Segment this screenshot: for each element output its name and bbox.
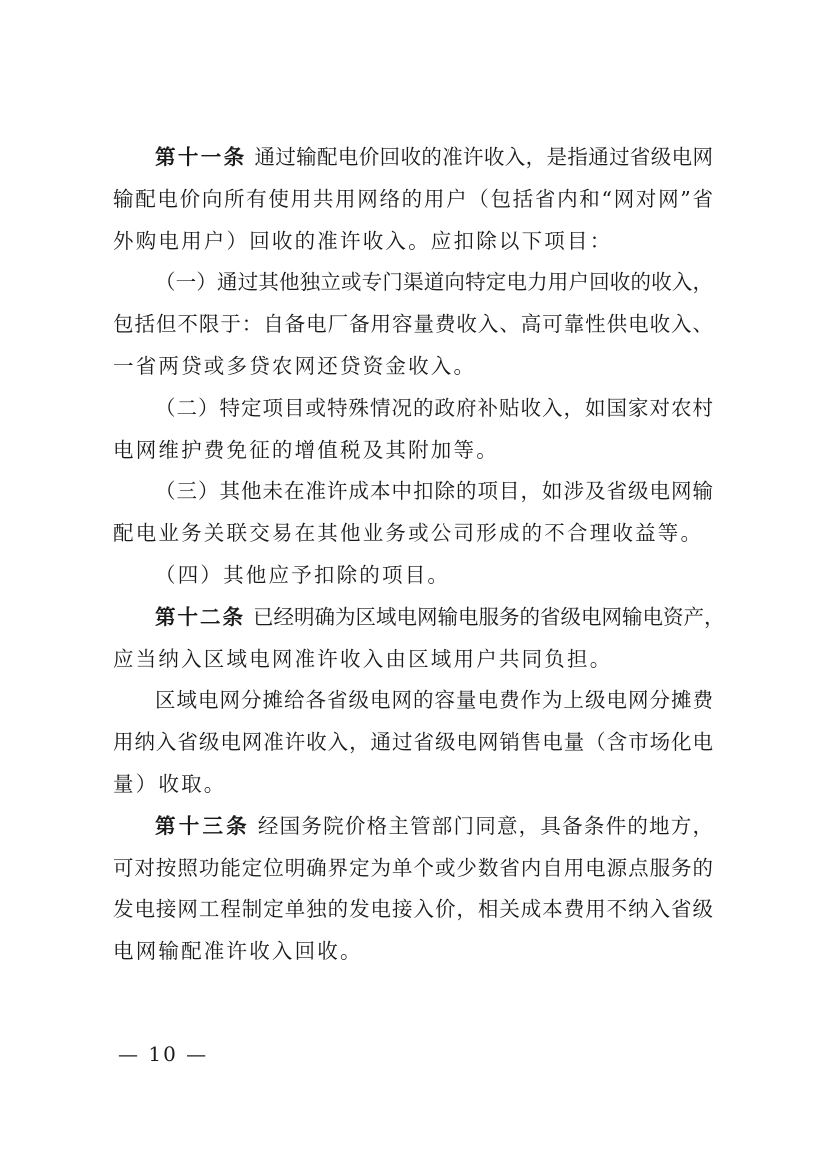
line-text: （二）特定项目或特殊情况的政府补贴收入，如国家对农村 — [155, 395, 713, 420]
line-text: 电网维护费免征的增值税及其附加等。 — [113, 437, 499, 462]
line-text: （四）其他应予扣除的项目。 — [155, 562, 451, 587]
line-text: 发电接网工程制定单独的发电接入价，相关成本费用不纳入省级 — [113, 897, 713, 922]
document-body — [113, 137, 725, 973]
page-number: — 10 — — [118, 1042, 209, 1066]
line-text: 通过输配电价回收的准许收入，是指通过省级电网 — [254, 145, 714, 169]
line-text: 已经明确为区域电网输电服务的省级电网输电资产， — [253, 604, 725, 629]
text-line — [113, 889, 713, 931]
article-heading: 第十一条 — [155, 145, 247, 169]
text-line — [113, 137, 713, 179]
text-line — [113, 221, 713, 263]
line-text: 区域电网分摊给各省级电网的容量电费作为上级电网分摊费 — [155, 688, 713, 713]
text-line — [113, 179, 713, 221]
line-text: 电网输配准许收入回收。 — [113, 939, 363, 964]
text-line — [113, 430, 713, 472]
line-text: 配电业务关联交易在其他业务或公司形成的不合理收益等。 — [113, 521, 704, 546]
line-text: （一）通过其他独立或专门渠道向特定电力用户回收的收入， — [155, 270, 713, 295]
text-line — [113, 346, 713, 388]
line-text: 用纳入省级电网准许收入，通过省级电网销售电量（含市场化电 — [113, 730, 713, 755]
line-text: （三）其他未在准许成本中扣除的项目，如涉及省级电网输 — [155, 479, 713, 504]
text-line — [113, 513, 713, 555]
text-line — [113, 597, 725, 639]
text-line — [113, 262, 713, 304]
text-line — [113, 304, 713, 346]
text-line — [113, 931, 713, 973]
line-text: 量）收取。 — [113, 771, 227, 796]
text-line — [113, 471, 713, 513]
article-heading: 第十三条 — [155, 813, 250, 838]
text-line — [113, 848, 713, 890]
line-text: 可对按照功能定位明确界定为单个或少数省内自用电源点服务的 — [113, 855, 713, 880]
text-line — [113, 388, 713, 430]
text-line — [113, 555, 713, 597]
text-line — [113, 764, 713, 806]
line-text: 经国务院价格主管部门同意，具备条件的地方， — [257, 813, 714, 838]
line-text: 应当纳入区域电网准许收入由区域用户共同负担。 — [113, 646, 613, 671]
text-line — [113, 722, 713, 764]
text-line — [113, 806, 713, 848]
line-text: 外购电用户）回收的准许收入。应扣除以下项目： — [113, 228, 613, 253]
line-text: 一省两贷或多贷农网还贷资金收入。 — [113, 353, 477, 378]
text-line — [113, 639, 713, 681]
article-heading: 第十二条 — [155, 604, 245, 629]
line-text: 包括但不限于：自备电厂备用容量费收入、高可靠性供电收入、 — [113, 312, 713, 337]
line-text: 输配电价向所有使用共用网络的用户（包括省内和“网对网”省 — [113, 186, 713, 211]
text-line — [113, 680, 713, 722]
